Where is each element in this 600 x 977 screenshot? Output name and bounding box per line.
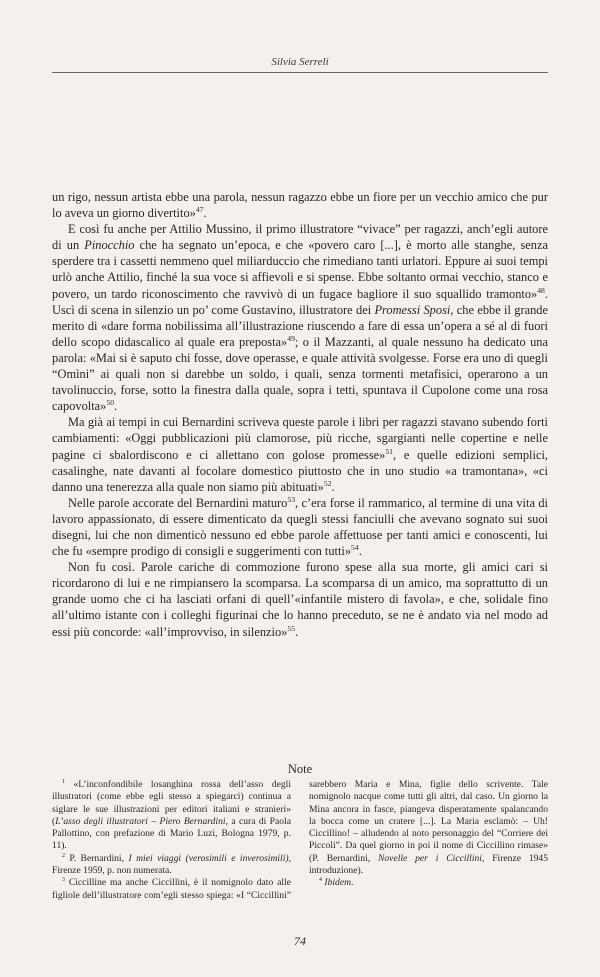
note-1: $^1$ «L’inconfondibile losanghina rossa dell’asso degli illustratori (come ebbe egli stesso a spiegarci) continua a siglare le sue illustrazioni per editori italiani e stranieri» (L’asso degli illustratori – Piero Bernardini, a cura di Paola Pallottino, con prefazione di Mario Luzi, Bologna 1979, p. 11). bbox=[52, 778, 291, 852]
paragraph-3: Ma già ai tempi in cui Bernardini scriveva queste parole i libri per ragazzi stavano subendo forti cambiamenti: «Oggi pubblicazioni più clamorose, più ricche, sgargianti nelle copertine e nelle pagine ci sbalordiscono e ci allettano con golose promesse»$^{51}$, e quelle edizioni semplici, casalinghe, nate davanti al focolare domestico piuttosto che in uno studio «a tramontana», «ci danno una tenerezza alla quale non siamo più abituati»$^{52}$. bbox=[52, 415, 548, 494]
note-4: $^4$ Ibidem. bbox=[319, 877, 354, 889]
footnote-ref-55: 55 bbox=[287, 623, 296, 633]
note-number: 4 bbox=[319, 877, 322, 884]
note-3: $^3$ Ciccilline ma anche Ciccillini, è il nomignolo dato alle figliole dell’illustratore com’egli stesso spiega: «I “Ciccillini” sarebbero Maria e Mina, figlie dello scrivente. Tale nomignolo nacque come tutti gli altri, dal caso. Un giorno la Mina ancora in fasce, piangeva disperatamente spalancando la bocca come un cratere [...]. La Maria esclamò: – Uh! Ciccillino! – alludendo al noto personaggio del “Corriere dei Piccoli”. Da quel giorno in poi il nome di Ciccillino rimase» (P. Bernardini, Novelle per i Ciccillini, Firenze 1945 introduzione). bbox=[52, 779, 549, 901]
footnotes bbox=[52, 779, 548, 902]
paragraph-5: Non fu così. Parole cariche di commozione furono spese alla sua morte, gli amici cari si ricordarono di lui e ne rimpiansero la scomparsa. La scomparsa di un amico, ma soprattutto di un grande uomo che ci ha lasciati orfani di quell’«infantile mistero di favola», e che, solidale fino all’ultimo istante con i colleghi figurinai che lo hanno preceduto, se ne è andato via nel modo ad essi più concorde: «all’improvviso, in silenzio»$^{55}$. bbox=[52, 560, 548, 639]
note-2: $^2$ P. Bernardini, I miei viaggi (verosimili e inverosimili), Firenze 1959, p. non numerata. bbox=[52, 852, 291, 877]
footnote-ref-49: 49 bbox=[287, 333, 295, 343]
footnote-ref-54: 54 bbox=[351, 542, 359, 552]
footnote-ref-48: 48 bbox=[537, 285, 545, 295]
footnote-ref-47: 47 bbox=[195, 204, 204, 214]
footnote-ref-53: 53 bbox=[287, 494, 296, 504]
title-pinocchio: Pinocchio bbox=[84, 238, 135, 253]
title-promessi-sposi: Promessi Sposi bbox=[374, 302, 451, 317]
main-text bbox=[52, 189, 548, 640]
page-number: 74 bbox=[294, 934, 306, 948]
running-header: Silvia Serreli bbox=[271, 56, 329, 68]
note-number: 3 bbox=[62, 877, 65, 884]
paragraph-4: Nelle parole accorate del Bernardini maturo$^{53}$, c’era forse il rammarico, al termine di una vita di lavoro appassionato, di essere dimenticato da quegli stessi fanciulli che avevano sognato sui suoi disegni, lui che non dimenticò nessuno ed ebbe parole affettuose per tanti amici e conoscenti, lui che fu «sempre prodigo di consigli e suggerimenti con tutti»$^{54}$. bbox=[52, 494, 548, 559]
footnote-ref-51: 51 bbox=[385, 446, 394, 456]
paragraph-1: un rigo, nessun artista ebbe una parola, nessun ragazzo ebbe un fiore per un vecchio amico che pur lo aveva un giorno divertito»$^{47}$. bbox=[52, 190, 548, 221]
footnote-ref-52: 52 bbox=[323, 478, 332, 488]
paragraph-2: E così fu anche per Attilio Mussino, il primo illustratore “vivace” per ragazzi, anch’egli autore di un Pinocchio che ha segnato un’epoca, e che «povero caro [...], è morto alle stanghe, senza sperdere tra i cassetti nemmeno quel miliarduccio che rimediano tanti urlatori. Eppure ai suoi tempi urlò anche Attilio, finché la sua voce si affievolì e si spense. Ebbe soltanto ormai vecchio, stanco e povero, un tardo riconoscimento che ravvivò di un fugace bagliore il suo squallido tramonto»$^{48}$. Uscì di scena in silenzio un po’ come Gustavino, illustratore dei Promessi Sposi, che ebbe il grande merito di «dare forma nobilissima all’illustrazione riuscendo a fare di essa un’opera a sé al di fuori dello scopo didascalico al quale era preposta»$^{49}$; o il Mazzanti, al quale nessuno ha dedicato una parola: «Mai si è saputo chi fosse, dove operasse, e quale attività svolgesse. Forse era uno di quegli “Omìni” ai quali non si darebbe un soldo, i quali, senza tormenti metafisici, operarono a un tavolinuccio, forse, sotto la finestra dalla quale, sopra i tetti, spuntava il Cupolone come una rosa capovolta»$^{50}$. bbox=[52, 222, 548, 414]
note-number: 2 bbox=[62, 852, 65, 859]
notes-heading: Note bbox=[287, 762, 313, 776]
note-number: 1 bbox=[62, 778, 65, 785]
header-rule bbox=[52, 72, 548, 73]
footnote-ref-50: 50 bbox=[106, 398, 115, 408]
